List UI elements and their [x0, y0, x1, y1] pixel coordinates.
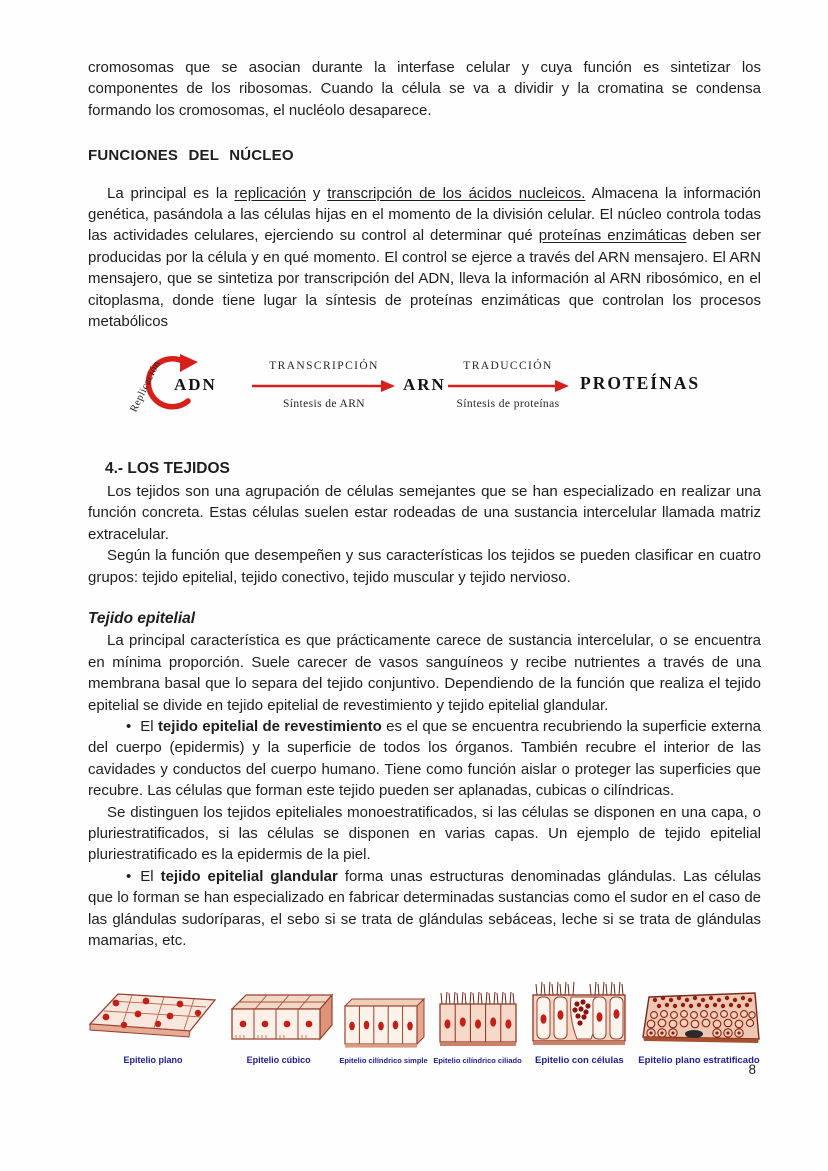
figure-label: Epitelio plano: [123, 1055, 183, 1066]
bullet-glandular: [88, 866, 761, 952]
heading-funciones-del-nucleo: FUNCIONES DEL NÚCLEO: [88, 147, 294, 165]
bold-tejido-revestimiento: tejido epitelial de revestimiento: [157, 717, 382, 735]
epithelium-figure-strip: [88, 979, 761, 1071]
sintesis-arn-label: Síntesis de ARN: [282, 398, 366, 411]
epitelio-cubico-illustration: [224, 991, 334, 1049]
nucleo-text-run: y: [306, 184, 328, 202]
figure-epitelio-cubico: [224, 991, 334, 1071]
bullet-text-run: forma unas estructuras denominadas glándulas. Las células que lo forman se han especializado en fabricar determinadas sustancias como el sudor en el caso de las glándulas sudoríparas, el sebo si se trata de glándulas sebáceas, leche si se trata de glándulas mamarias, etc.: [88, 867, 761, 949]
figure-label: Epitelio cúbico: [246, 1055, 311, 1066]
nucleo-text-run: La principal es la: [107, 184, 235, 202]
nucleo-text-run: deben ser producidas por la célula y en qué momento. El control se ejerce a través del ARN mensajero. El ARN mensajero, que se sintetiza por transcripción del ADN, lleva la información al ARN ribosómico, en el citoplasma, donde tiene lugar la síntesis de proteínas enzimáticas que controlan los procesos metabólicos: [88, 227, 762, 331]
transcription-arrow-icon: [250, 379, 396, 393]
epitelio-plano-estratificado-illustration: [637, 985, 761, 1049]
traduccion-label: TRADUCCIÓN: [463, 360, 553, 373]
bullet-text-run: El: [140, 717, 158, 735]
bullet-icon: •: [126, 867, 132, 885]
central-dogma-diagram: [88, 346, 761, 442]
figure-label: Epitelio plano estratificado: [638, 1055, 760, 1067]
figure-epitelio-plano-estratificado: [637, 985, 761, 1071]
underlined-replicacion: replicación: [234, 184, 307, 202]
text-column: [88, 57, 761, 1072]
figure-epitelio-cilindrico-simple: [339, 995, 427, 1071]
heading-los-tejidos: 4.- LOS TEJIDOS: [105, 460, 230, 478]
figure-epitelio-cilindrico-ciliado: [433, 989, 521, 1071]
transcripcion-label: TRANSCRIPCIÓN: [269, 360, 379, 373]
figure-label: Epitelio con células: [534, 1055, 624, 1067]
epitelio-cilindrico-ciliado-illustration: [434, 989, 522, 1049]
replicacion-label: Replicación: [128, 359, 163, 415]
bullet-text-run: El: [140, 867, 161, 885]
figure-label: Epitelio cilíndrico simple: [339, 1056, 428, 1066]
underlined-proteinas-enzimaticas: proteínas enzimáticas: [538, 227, 687, 245]
underlined-transcripcion: transcripción de los ácidos nucleicos.: [327, 184, 586, 202]
nucleo-paragraph: [88, 183, 761, 333]
epitelial-paragraph-2: Se distinguen los tejidos epiteliales monoestratificados, si las células se disponen en una capa, o pluriestratificados, si las células se disponen en varias capas. Un ejemplo de tejido epitelial pluriestratificado es la epidermis de la piel.: [88, 803, 761, 864]
intro-paragraph: cromosomas que se asocian durante la interfase celular y cuya función es sintetizar los componentes de los ribosomas. Cuando la célula se va a dividir y la cromatina se condensa formando los cromosomas, el nucléolo desaparece.: [88, 59, 761, 119]
epitelial-paragraph-1: La principal característica es que prácticamente carece de sustancia intercelular, o se encuentra en mínima proporción. Suele carecer de vasos sanguíneos y recibe nutrientes a través de una membrana basal que lo separa del tejido conjuntivo. Dependiendo de la función que realiza el tejido epitelial se divide en tejido epitelial de revestimiento y tejido epitelial glandular.: [88, 632, 761, 714]
adn-label: ADN: [174, 375, 217, 395]
tejidos-paragraph-2: Según la función que desempeñen y sus características los tejidos se pueden clasificar en cuatro grupos: tejido epitelial, tejido conectivo, tejido muscular y tejido nervioso.: [88, 547, 761, 586]
epitelio-plano-illustration: [88, 991, 218, 1049]
figure-epitelio-con-celulas: [527, 979, 631, 1071]
bullet-icon: •: [126, 717, 132, 735]
bullet-text-run: es el que se encuentra recubriendo la superficie externa del cuerpo (epidermis) y la superficie de todos los órganos. También recubre el interior de las cavidades y conductos del cuerpo humano. Tiene como función aislar o proteger las superficies que recubre. Las células que forman este tejido pueden ser aplanadas, cubicas o cilíndricas.: [88, 717, 761, 800]
bullet-revestimiento: [88, 716, 761, 802]
epitelio-con-celulas-illustration: [527, 979, 631, 1049]
figure-label: Epitelio cilíndrico ciliado: [433, 1056, 522, 1066]
nucleo-text-run: Almacena la información genética, pasándola a las células hijas en el momento de la división celular. El núcleo controla todas las actividades celulares, ejerciendo su control al determinar qué: [88, 184, 762, 245]
arn-label: ARN: [403, 375, 446, 395]
tejidos-paragraph-1: Los tejidos son una agrupación de células semejantes que se han especializado en realizar una función concreta. Estas células suelen estar rodeadas de una sustancia intercelular llamada matriz extracelular.: [88, 482, 761, 543]
heading-tejido-epitelial: Tejido epitelial: [88, 609, 196, 627]
epitelio-cilindrico-simple-illustration: [339, 995, 427, 1049]
figure-epitelio-plano: [88, 991, 218, 1071]
bold-tejido-glandular: tejido epitelial glandular: [160, 867, 338, 885]
translation-arrow-icon: [446, 379, 570, 393]
page-number: 8: [748, 1062, 756, 1077]
sintesis-proteinas-label: Síntesis de proteínas: [456, 398, 560, 411]
proteinas-label: PROTEÍNAS: [580, 373, 701, 394]
